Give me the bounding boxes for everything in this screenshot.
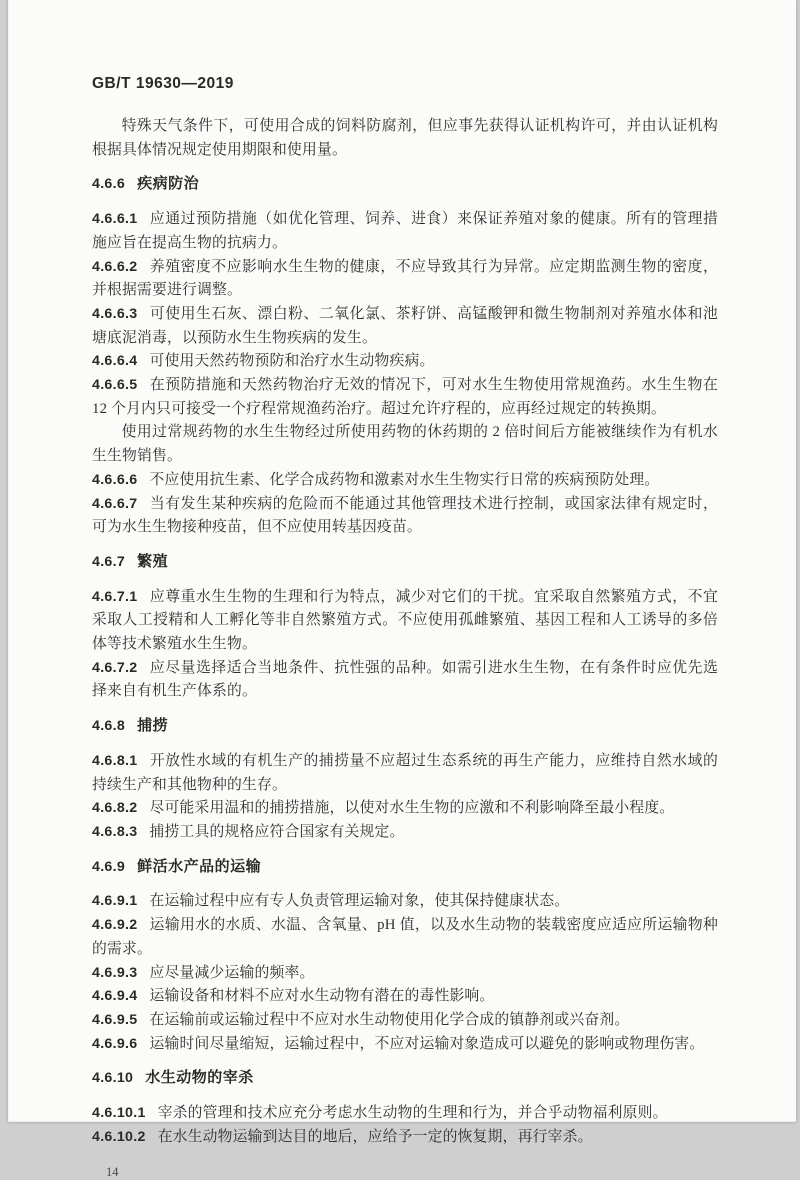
section-number: 4.6.10 xyxy=(92,1070,134,1087)
section-heading xyxy=(92,855,718,880)
clause-number: 4.6.9.3 xyxy=(92,964,138,981)
section-title: 鲜活水产品的运输 xyxy=(137,857,262,875)
clause-number: 4.6.9.1 xyxy=(92,893,138,910)
clause-paragraph xyxy=(92,469,718,493)
clause-number: 4.6.7.2 xyxy=(92,659,138,676)
clause-paragraph xyxy=(92,208,718,255)
section-title: 水生动物的宰杀 xyxy=(145,1069,254,1087)
body-paragraph xyxy=(92,115,718,162)
clause-number: 4.6.9.4 xyxy=(92,988,138,1005)
clause-paragraph xyxy=(92,1033,718,1057)
section-heading xyxy=(92,172,718,197)
clause-paragraph xyxy=(92,303,718,350)
clause-text: 在水生动物运输到达目的地后，应给予一定的恢复期，再行宰杀。 xyxy=(157,1128,593,1145)
clause-text: 运输时间尽量缩短，运输过程中，不应对运输对象造成可以避免的影响或物理伤害。 xyxy=(149,1035,705,1052)
clause-text: 在运输过程中应有专人负责管理运输对象，使其保持健康状态。 xyxy=(149,893,570,910)
clause-number: 4.6.6.4 xyxy=(92,353,138,370)
clause-text: 使用过常规药物的水生生物经过所使用药物的休药期的 2 倍时间后方能被继续作为有机水生生物销售。 xyxy=(92,424,718,465)
clause-paragraph xyxy=(92,350,718,374)
clause-text: 在预防措施和天然药物治疗无效的情况下，可对水生生物使用常规渔药。水生生物在 12 个月内只可接受一个疗程常规渔药治疗。超过允许疗程的，应再经过规定的转换期。 xyxy=(92,377,718,417)
clause-text: 可使用天然药物预防和治疗水生动物疾病。 xyxy=(149,353,435,370)
clause-number: 4.6.8.3 xyxy=(92,823,138,840)
clause-number: 4.6.7.1 xyxy=(92,588,138,605)
clause-paragraph xyxy=(92,374,718,421)
clause-text: 可使用生石灰、漂白粉、二氧化氯、茶籽饼、高锰酸钾和微生物制剂对养殖水体和池塘底泥消毒，以预防水生生物疾病的发生。 xyxy=(92,305,718,346)
clause-text: 尽可能采用温和的捕捞措施，以使对水生生物的应激和不利影响降至最小程度。 xyxy=(149,800,675,817)
clause-paragraph xyxy=(92,1126,718,1150)
section-title: 疾病防治 xyxy=(137,175,200,193)
clause-text: 特殊天气条件下，可使用合成的饲料防腐剂，但应事先获得认证机构许可，并由认证机构根据具体情况规定使用期限和使用量。 xyxy=(92,118,718,158)
clause-number: 4.6.6.3 xyxy=(92,305,138,322)
clause-paragraph xyxy=(92,256,718,303)
clause-text: 应尽量减少运输的频率。 xyxy=(149,964,315,981)
clause-number: 4.6.9.2 xyxy=(92,917,138,934)
clause-number: 4.6.6.7 xyxy=(92,495,138,512)
section-title: 繁殖 xyxy=(137,552,169,570)
standard-number-header: GB/T 19630—2019 xyxy=(92,75,234,92)
clause-number: 4.6.9.6 xyxy=(92,1035,138,1052)
clause-text: 捕捞工具的规格应符合国家有关规定。 xyxy=(149,823,405,840)
page-number: 14 xyxy=(106,1165,119,1180)
clause-text: 应尽量选择适合当地条件、抗性强的品种。如需引进水生生物，在有条件时应优先选择来自有机生产体系的。 xyxy=(92,659,718,700)
clause-text: 应尊重水生生物的生理和行为特点，减少对它们的干扰。宜采取自然繁殖方式，不宜采取人工授精和人工孵化等非自然繁殖方式。不应使用孤雌繁殖、基因工程和人工诱导的多倍体等技术繁殖水生生物。 xyxy=(92,588,718,653)
body-paragraph xyxy=(92,421,718,468)
clause-number: 4.6.6.2 xyxy=(92,258,138,275)
section-number: 4.6.7 xyxy=(92,553,126,570)
clause-text: 当有发生某种疾病的危险而不能通过其他管理技术进行控制，或国家法律有规定时，可为水生生物接种疫苗，但不应使用转基因疫苗。 xyxy=(92,495,718,536)
clause-number: 4.6.9.5 xyxy=(92,1011,138,1028)
section-heading xyxy=(92,1066,718,1091)
clause-paragraph xyxy=(92,1102,718,1126)
clause-paragraph xyxy=(92,985,718,1009)
clause-paragraph xyxy=(92,821,718,845)
clause-paragraph xyxy=(92,890,718,914)
document-content xyxy=(92,115,718,1149)
clause-number: 4.6.8.2 xyxy=(92,800,138,817)
clause-number: 4.6.6.5 xyxy=(92,377,138,394)
clause-number: 4.6.6.6 xyxy=(92,471,138,488)
section-number: 4.6.6 xyxy=(92,176,126,193)
section-heading xyxy=(92,714,718,739)
clause-paragraph xyxy=(92,797,718,821)
document-page xyxy=(8,0,796,1180)
clause-text: 不应使用抗生素、化学合成药物和激素对水生生物实行日常的疾病预防处理。 xyxy=(149,471,660,488)
section-number: 4.6.9 xyxy=(92,858,126,875)
clause-paragraph xyxy=(92,657,718,704)
section-title: 捕捞 xyxy=(137,717,169,735)
clause-text: 养殖密度不应影响水生生物的健康，不应导致其行为异常。应定期监测生物的密度，并根据需要进行调整。 xyxy=(92,258,718,299)
section-number: 4.6.8 xyxy=(92,718,126,735)
page-content-column xyxy=(92,0,718,1180)
clause-text: 运输用水的水质、水温、含氧量、pH 值，以及水生动物的装载密度应适应所运输物种的需求。 xyxy=(92,917,718,957)
clause-text: 开放性水域的有机生产的捕捞量不应超过生态系统的再生产能力，应维持自然水域的持续生产和其他物种的生存。 xyxy=(92,752,718,793)
clause-paragraph xyxy=(92,914,718,961)
section-heading xyxy=(92,550,718,575)
clause-number: 4.6.10.2 xyxy=(92,1128,146,1145)
clause-paragraph xyxy=(92,1009,718,1033)
clause-text: 运输设备和材料不应对水生动物有潜在的毒性影响。 xyxy=(149,988,495,1005)
clause-paragraph xyxy=(92,750,718,797)
clause-number: 4.6.10.1 xyxy=(92,1105,146,1122)
clause-text: 在运输前或运输过程中不应对水生动物使用化学合成的镇静剂或兴奋剂。 xyxy=(149,1011,630,1028)
clause-number: 4.6.6.1 xyxy=(92,211,138,228)
clause-number: 4.6.8.1 xyxy=(92,752,138,769)
clause-paragraph xyxy=(92,493,718,540)
clause-text: 应通过预防措施（如优化管理、饲养、进食）来保证养殖对象的健康。所有的管理措施应旨在提高生物的抗病力。 xyxy=(92,211,718,251)
clause-paragraph xyxy=(92,962,718,986)
clause-paragraph xyxy=(92,586,718,657)
clause-text: 宰杀的管理和技术应充分考虑水生动物的生理和行为，并合乎动物福利原则。 xyxy=(157,1105,668,1122)
